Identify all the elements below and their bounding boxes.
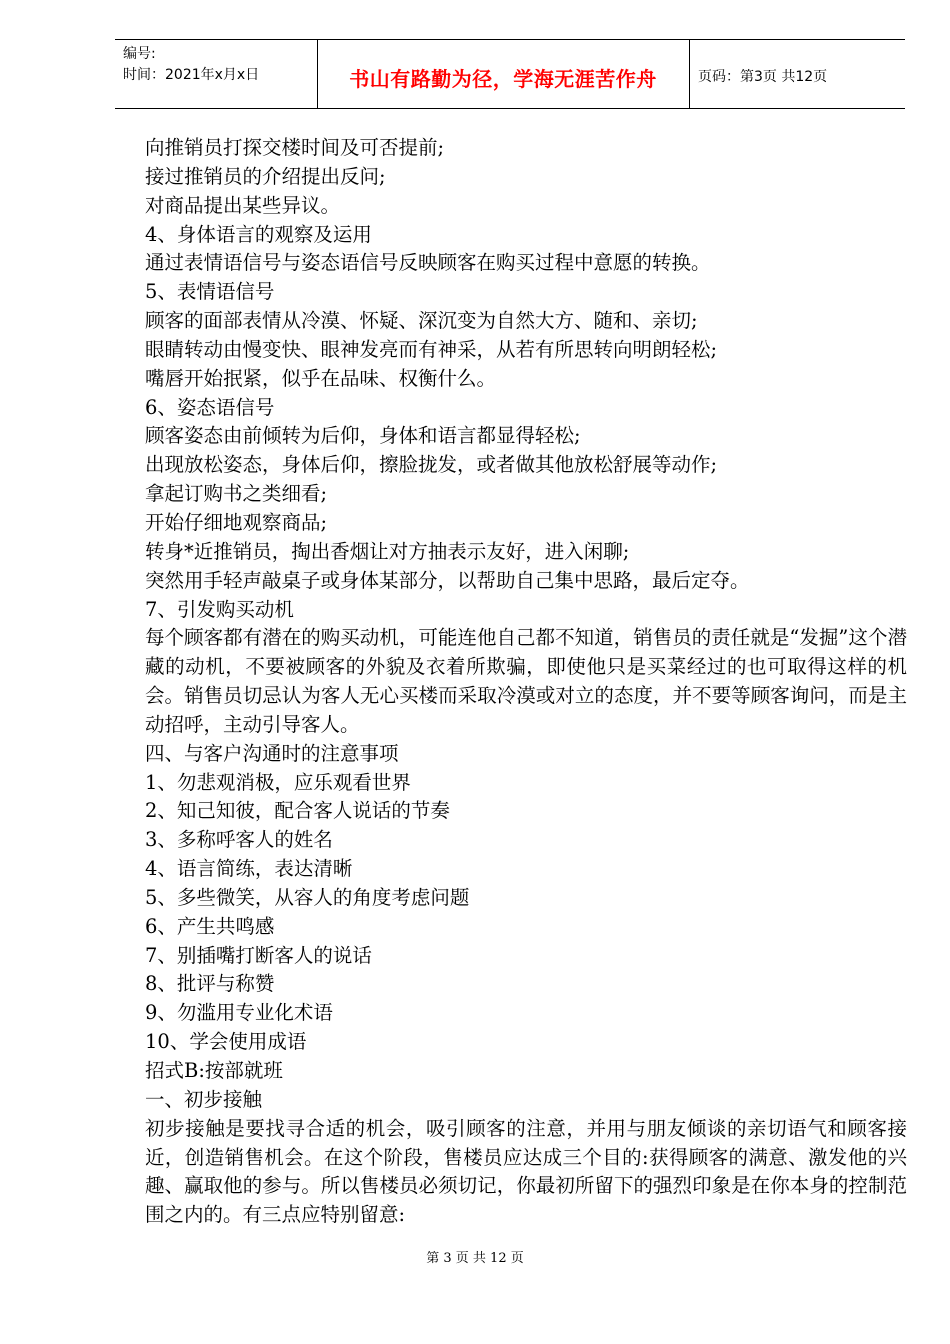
page-footer: 第 3 页 共 12 页: [426, 1251, 524, 1266]
body-paragraph: 每个顾客都有潜在的购买动机，可能连他自己都不知道，销售员的责任就是“发掘”这个潜藏的动机，不要被顾客的外貌及衣着所欺骗，即使他只是买菜经过的也可取得这样的机会。销售员切忌认为客人无心买楼而采取冷漠或对立的态度，并不要等顾客询问，而是主动招呼，主动引导客人。: [145, 626, 907, 736]
body-line: 对商品提出某些异议。: [145, 193, 341, 217]
document-body: [145, 134, 907, 1230]
list-item: 4、语言简练，表达清晰: [145, 857, 353, 881]
list-item: 2、知己知彼，配合客人说话的节奏: [145, 799, 450, 823]
header-page-cell: [690, 40, 905, 108]
section-heading: 5、表情语信号: [145, 280, 275, 304]
body-line: 开始仔细地观察商品;: [145, 510, 328, 534]
body-line: 拿起订购书之类细看;: [145, 482, 328, 506]
body-line: 向推销员打探交楼时间及可否提前;: [145, 136, 445, 159]
list-item: 5、多些微笑，从容人的角度考虑问题: [145, 885, 470, 909]
list-item: 8、批评与称赞: [145, 972, 275, 996]
section-heading: 招式B:按部就班: [145, 1059, 283, 1082]
body-line: 出现放松姿态，身体后仰，擦脸拢发，或者做其他放松舒展等动作;: [145, 453, 718, 477]
list-item: 7、别插嘴打断客人的说话: [145, 943, 372, 967]
section-heading: 6、姿态语信号: [145, 395, 275, 419]
body-line: 眼睛转动由慢变快、眼神发亮而有神采，从若有所思转向明朗轻松;: [145, 337, 718, 361]
section-heading: 7、引发购买动机: [145, 597, 294, 621]
list-item: 1、勿悲观消极，应乐观看世界: [145, 770, 411, 794]
header-page-info: 页码：第3页 共12页: [698, 69, 828, 85]
list-item: 6、产生共鸣感: [145, 914, 275, 938]
document-number-label: 编号:: [123, 46, 156, 62]
header-motto: 书山有路勤为径，学海无涯苦作舟: [349, 67, 657, 91]
section-heading: 一、初步接触: [145, 1087, 263, 1111]
body-line: 嘴唇开始抿紧，似乎在品味、权衡什么。: [145, 366, 497, 390]
body-line: 顾客姿态由前倾转为后仰，身体和语言都显得轻松;: [145, 424, 581, 448]
body-line: 接过推销员的介绍提出反问;: [145, 164, 386, 188]
document-time-label: 时间：2021年x月x日: [123, 67, 260, 83]
body-line: 顾客的面部表情从冷漠、怀疑、深沉变为自然大方、随和、亲切;: [145, 309, 698, 333]
body-line: 转身*近推销员，掏出香烟让对方抽表示友好，进入闲聊;: [145, 539, 630, 563]
document-header: [115, 39, 905, 109]
body-line: 突然用手轻声敲桌子或身体某部分，以帮助自己集中思路，最后定夺。: [145, 568, 750, 592]
list-item: 10、学会使用成语: [145, 1030, 307, 1054]
list-item: 9、勿滥用专业化术语: [145, 1001, 333, 1025]
list-item: 3、多称呼客人的姓名: [145, 828, 333, 852]
header-motto-cell: [317, 40, 690, 108]
body-line: 通过表情语信号与姿态语信号反映顾客在购买过程中意愿的转换。: [145, 251, 711, 275]
body-paragraph: 初步接触是要找寻合适的机会，吸引顾客的注意，并用与朋友倾谈的亲切语气和顾客接近，创造销售机会。在这个阶段，售楼员应达成三个目的:获得顾客的满意、激发他的兴趣、赢取他的参与。所以售楼员必须切记，你最初所留下的强烈印象是在你本身的控制范围之内的。有三点应特别留意:: [145, 1116, 907, 1227]
section-heading: 四、与客户沟通时的注意事项: [145, 741, 399, 765]
header-meta-cell: [115, 40, 318, 108]
section-heading: 4、身体语言的观察及运用: [145, 222, 372, 246]
